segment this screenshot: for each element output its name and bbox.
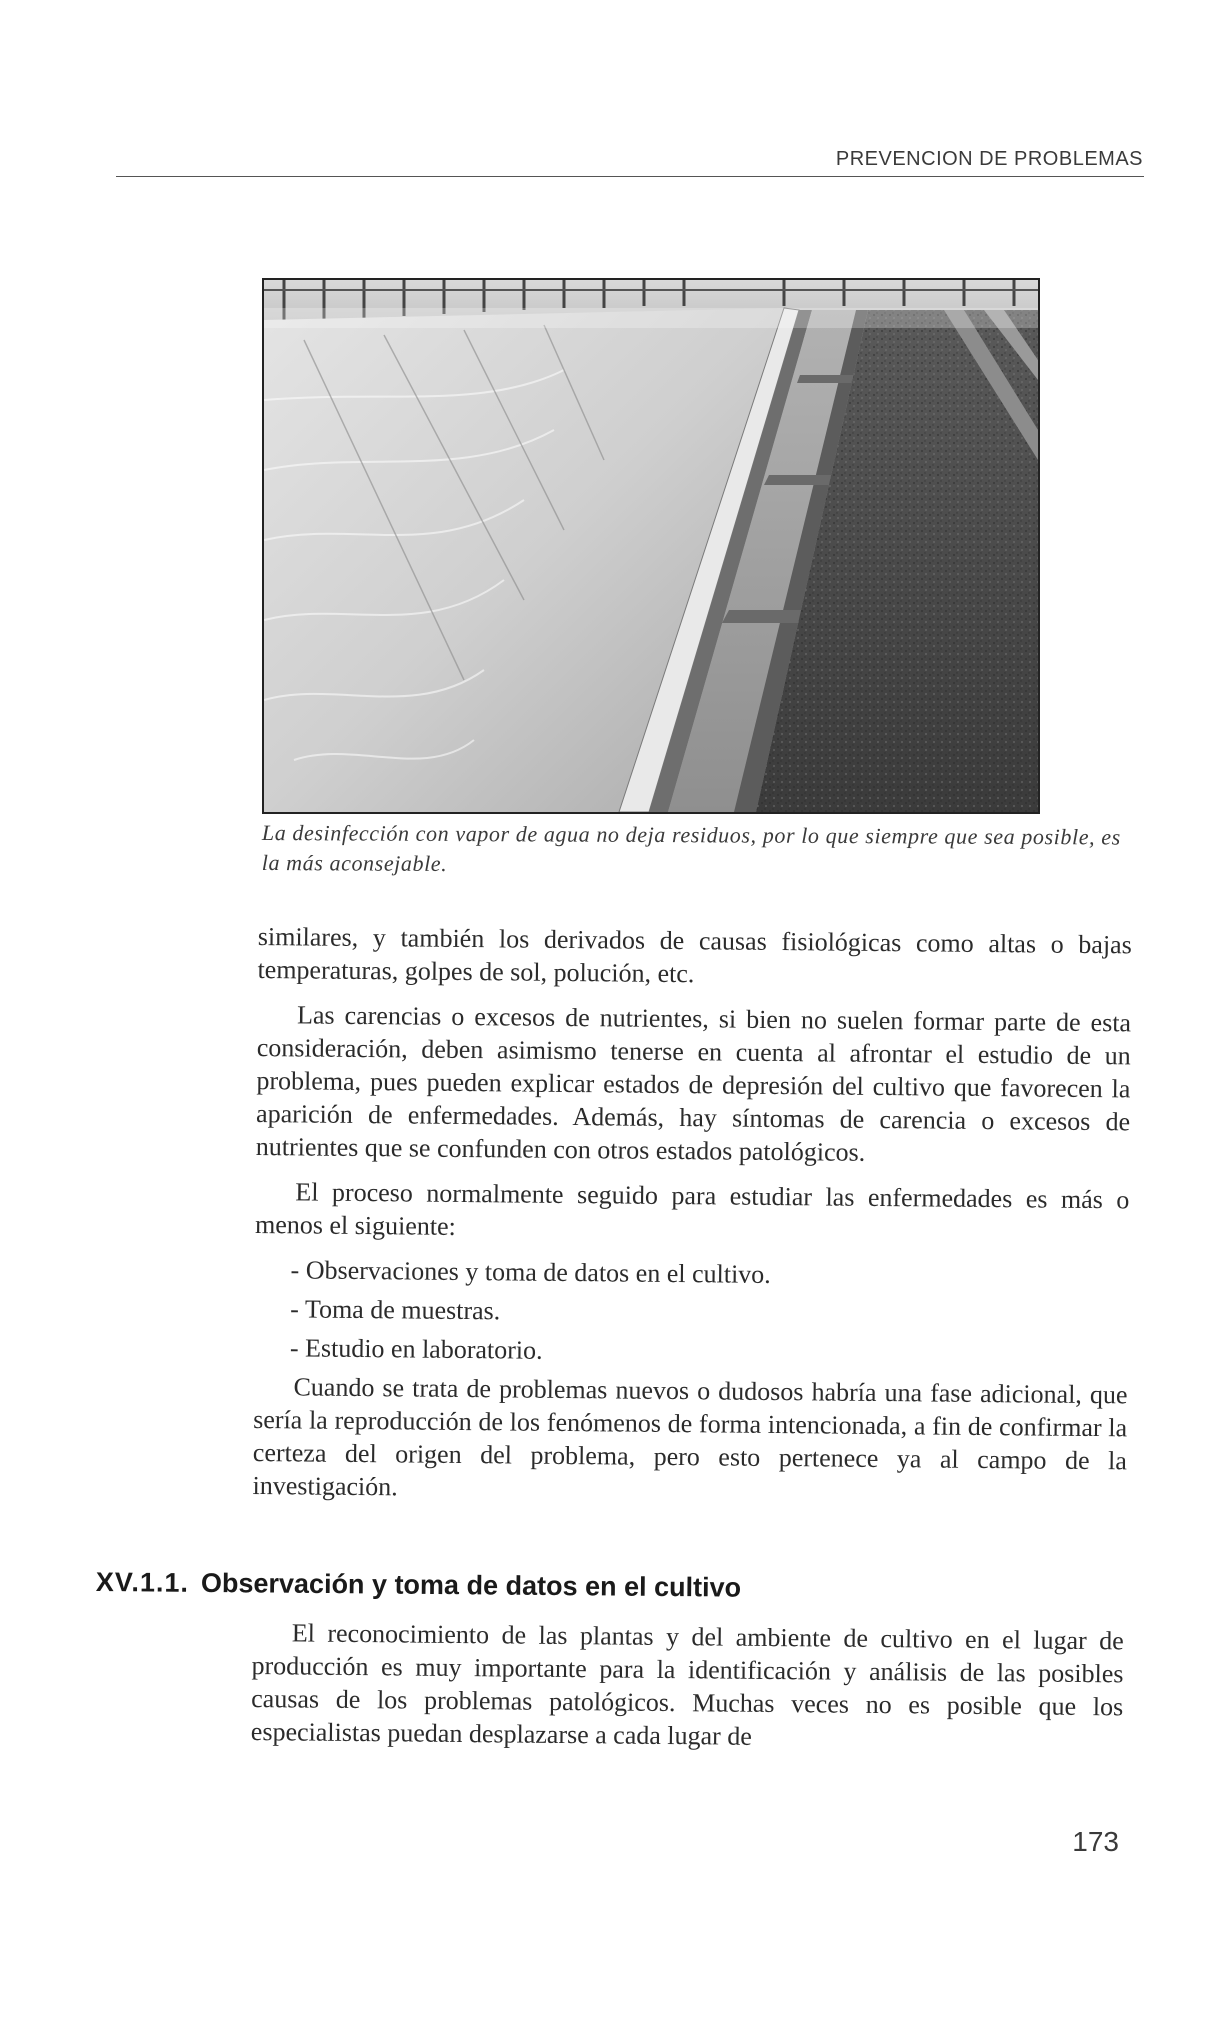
paragraph: Las carencias o excesos de nutrientes, si bien no suelen formar parte de esta consideración, deben asimismo tenerse en cuenta al afrontar el estudio de un problema, pues pueden explicar estados de depresión del cultivo que favorecen la aparición de enfermedades. Además, hay síntomas de carencia o excesos de nutrientes que se confunden con otros estados patológicos. <box>255 1000 1132 1167</box>
list-item: - Toma de muestras. <box>290 1294 501 1326</box>
list-item: - Estudio en laboratorio. <box>289 1333 543 1365</box>
section-number: XV.1.1. <box>95 1567 190 1598</box>
paragraph: similares, y también los derivados de causas fisiológicas como altas o bajas temperaturas, golpes de sol, polución, etc. <box>257 921 1132 989</box>
section-text <box>251 1616 1124 1756</box>
greenhouse-disinfection-photo-icon <box>262 278 1040 814</box>
paragraph: El reconocimiento de las plantas y del ambiente de cultivo en el lugar de producción es muy importante para la identificación y análisis de las posibles causas de los problemas patológicos. Muchas veces no es posible que los especialistas puedan desplazarse a cada lugar de <box>250 1618 1124 1751</box>
section-heading <box>96 1567 741 1604</box>
list-item: - Observaciones y toma de datos en el cultivo. <box>290 1255 771 1289</box>
header-divider <box>116 176 1144 177</box>
page-number: 173 <box>1072 1826 1119 1857</box>
running-header: PREVENCION DE PROBLEMAS <box>835 148 1143 170</box>
section-title: Observación y toma de datos en el cultivo <box>200 1567 742 1603</box>
figure-caption: La desinfección con vapor de agua no deja residuos, por lo que siempre que sea posible, es la más aconsejable. <box>261 820 1121 876</box>
paragraph: El proceso normalmente seguido para estudiar las enfermedades es más o menos el siguiente: <box>254 1177 1130 1241</box>
body-text <box>252 920 1132 1522</box>
paragraph: Cuando se trata de problemas nuevos o dudosos habría una fase adicional, que sería la reproducción de los fenómenos de forma intencionada, a fin de confirmar la certeza del origen del problema, pero esto pertenece ya al campo de la investigación. <box>252 1372 1128 1502</box>
